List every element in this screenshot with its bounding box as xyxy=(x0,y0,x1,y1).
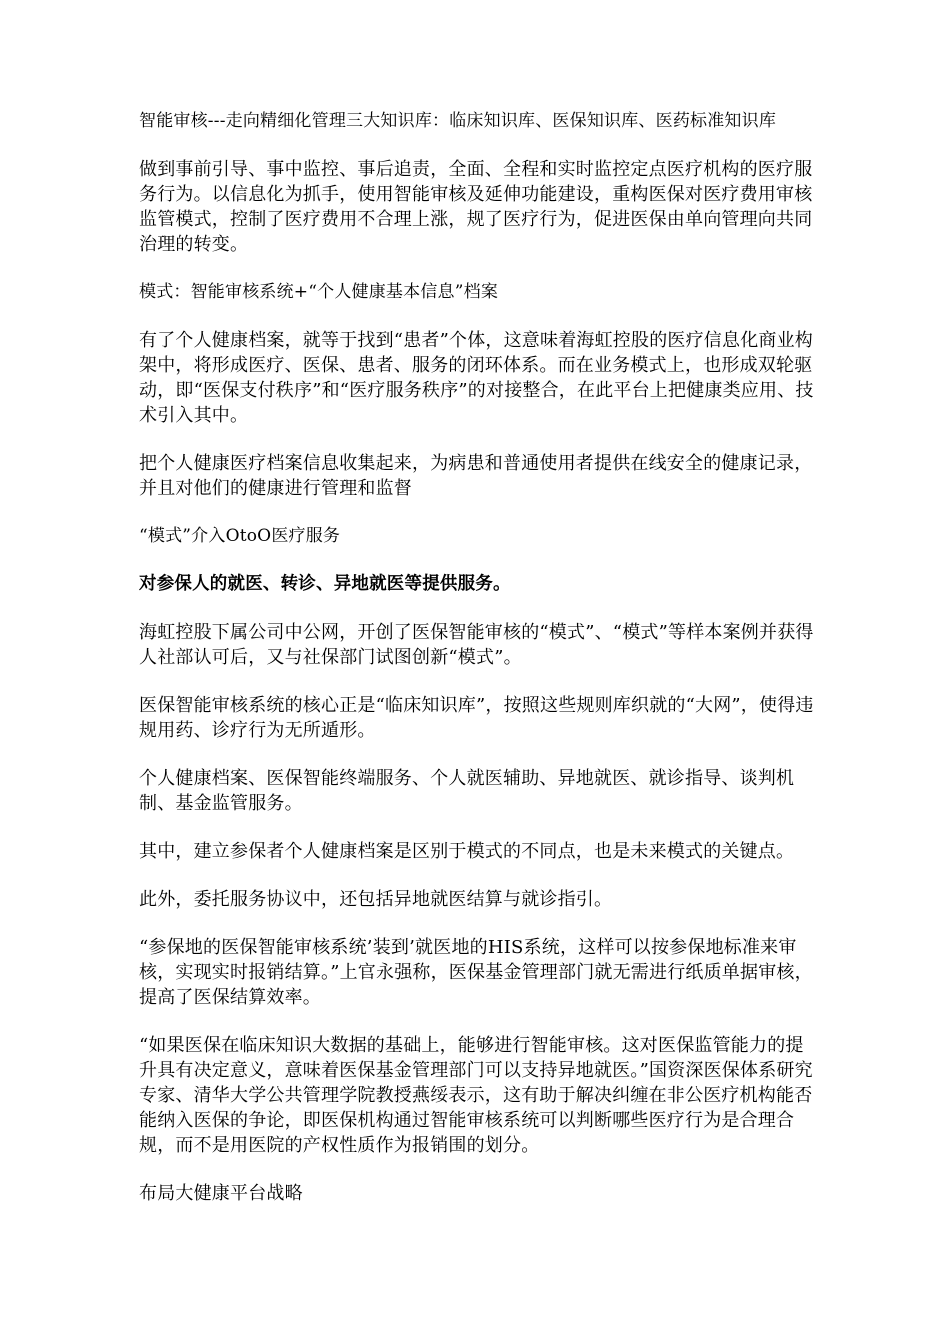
paragraph: 此外，委托服务协议中，还包括异地就医结算与就诊指引。 xyxy=(139,889,613,910)
paragraph: 医保智能审核系统的核心正是“临床知识库”，按照这些规则库织就的“大网”，使得违规用药、诊疗行为无所遁形。 xyxy=(139,695,814,741)
paragraph-quote: “如果医保在临床知识大数据的基础上，能够进行智能审核。这对医保监管能力的提升具有决定意义，意味着医保基金管理部门可以支持异地就医。”国资深医保体系研究专家、清华大学公共管理学院教授燕绥表示，这有助于解决纠缠在非公医疗机构能否能纳入医保的争论，即医保机构通过智能审核系统可以判断哪些医疗行为是合理合规，而不是用医院的产权性质作为报销围的划分。 xyxy=(139,1035,813,1156)
paragraph: 把个人健康医疗档案信息收集起来，为病患和普通使用者提供在线安全的健康记录，并且对他们的健康进行管理和监督 xyxy=(139,453,813,499)
paragraph: 做到事前引导、事中监控、事后追责，全面、全程和实时监控定点医疗机构的医疗服务行为。以信息化为抓手，使用智能审核及延伸功能建设，重构医保对医疗费用审核监管模式，控制了医疗费用不合理上涨，规了医疗行为，促进医保由单向管理向共同治理的转变。 xyxy=(139,159,813,255)
paragraph: 其中，建立参保者个人健康档案是区别于模式的不同点，也是未来模式的关键点。 xyxy=(139,841,795,862)
paragraph-heading-platform: 布局大健康平台战略 xyxy=(139,1183,303,1204)
paragraph-quote: “参保地的医保智能审核系统’装到’就医地的HIS系统，这样可以按参保地标准来审核，实现实时报销结算。”上官永强称，医保基金管理部门就无需进行纸质单据审核，提高了医保结算效率。 xyxy=(139,937,813,1008)
paragraph-title: 智能审核---走向精细化管理三大知识库：临床知识库、医保知识库、医药标准知识库 xyxy=(139,111,777,131)
paragraph-bold: 对参保人的就医、转诊、异地就医等提供服务。 xyxy=(139,574,511,594)
paragraph: 有了个人健康档案，就等于找到“患者”个体，这意味着海虹控股的医疗信息化商业构架中，将形成医疗、医保、患者、服务的闭环体系。而在业务模式上，也形成双轮驱动，即“医保支付秩序”和“医疗服务秩序”的对接整合，在此平台上把健康类应用、技术引入其中。 xyxy=(139,330,814,426)
paragraph-heading-oto: “模式”介入OtoO医疗服务 xyxy=(139,526,341,546)
paragraph: 个人健康档案、医保智能终端服务、个人就医辅助、异地就医、就诊指导、谈判机制、基金监管服务。 xyxy=(139,768,795,814)
document-page xyxy=(139,109,821,1229)
paragraph-heading-model: 模式：智能审核系统+“个人健康基本信息”档案 xyxy=(139,282,499,302)
paragraph: 海虹控股下属公司中公网，开创了医保智能审核的“模式”、“模式”等样本案例并获得人社部认可后，又与社保部门试图创新“模式”。 xyxy=(139,622,814,668)
